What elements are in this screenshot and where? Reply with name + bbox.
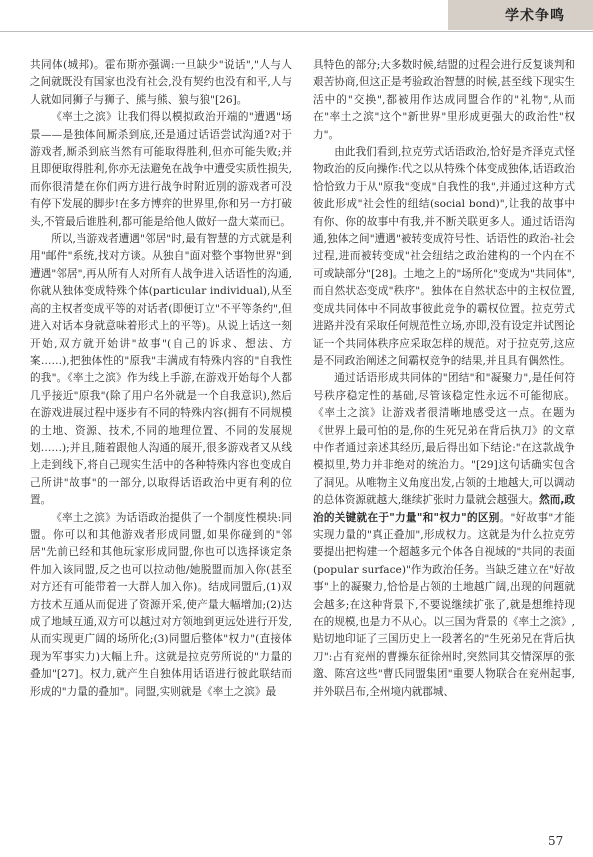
- paragraph: 所以,当游戏者遭遇"邻居"时,最有智慧的方式就是利用"邮件"系统,找对方谈。从独自"面对整个事物世界"到遭遇"邻居",再从所有人对所有人战争进入话语性的沟通,你就从独体变成特殊个体(particular individual),从至高的主权者变成平等的对话者(即便订立"不平等条约",但进入对话本身就意味着形式上的平等)。从说上话这一刻开始,双方就开始讲"故事"(自己的诉求、想法、方案……),把独体性的"原我"丰满成有特殊内容的"自我性的我"。《率土之滨》作为线上手游,在游戏开始每个人都几乎接近"原我"(除了用户名外就是一个自我意识),然后在游戏进展过程中逐步有不同的特殊内容(拥有不同规模的土地、资源、技术,不同的地理位置、不同的发展规划……);并且,随着跟他人沟通的展开,很多游戏者又从线上走到线下,将自己现实生活中的各种特殊内容也变成自己所讲"故事"的一部分,以取得话语政治中更有利的位置。: [30, 233, 292, 507]
- page-header: [0, 0, 593, 34]
- paragraph-text: 通过话语形成共同体的"团结"和"凝聚力",是任何符号秩序稳定性的基础,尽管该稳定性永远不可能彻底。《率土之滨》让游戏者很清晰地感受这一点。在题为《世界上最可怕的是,你的生死兄弟在背后执刀》的文章中作者通过亲述其经历,最后得出如下结论:"在这款战争模拟里,势力并非绝对的统治力。"[29]这句话确实包含了洞见。从唯物主义角度出发,占领的土地越大,可以调动的总体资源就越大,继续扩张时力量就会越强大。: [313, 372, 575, 507]
- paragraph: [313, 370, 575, 701]
- bold-emphasis: 然而,政治的关键就在于"力量"和"权力"的区别: [313, 494, 575, 524]
- right-column: [313, 57, 575, 827]
- page-number: 57: [548, 834, 564, 848]
- paragraph: 《率土之滨》为话语政治提供了一个制度性模块:同盟。你可以和其他游戏者形成同盟,如果你碰到的"邻居"先前已经和其他玩家形成同盟,你也可以选择谈定条件加入该同盟,反之也可以拉动他/她脱盟而加入你(甚至对方还有可能带着一大群人加入你)。结成同盟后,(1)双方技术互通从而促进了资源开采,使产量大幅增加;(2)达成了地域互通,双方可以越过对方领地到更远处进行开发,从而实现更广阔的场所化;(3)同盟后整体"权力"(直接体现为军事实力)大幅上升。这就是拉克劳所说的"力量的叠加"[27]。权力,就产生自独体用话语进行彼此联结而形成的"力量的叠加"。同盟,实则就是《率土之滨》最: [30, 511, 292, 698]
- paragraph: 《率土之滨》让我们得以模拟政治开端的"遭遇"场景——是独体间厮杀到底,还是通过话语尝试沟通?对于游戏者,厮杀到底当然有可能取得胜利,但亦可能失败;并且即便取得胜利,你亦无法避免在战争中遭受实质性损失,而你很清楚在你们两方进行战争时附近別的游戏者可没有停下发展的脚步!在多方博弈的世界里,你和另一方打破头,不管最后谁胜利,都可能是给他人做好一盘大菜而已。: [30, 111, 292, 228]
- header-rule: [0, 31, 593, 32]
- paragraph: 由此我们看到,拉克劳式话语政治,恰好是齐泽克式怪物政治的反向操作:代之以从特殊个体变成独体,话语政治恰恰致力于从"原我"变成"自我性的我",并通过这种方式彼此形成"社会性的纽结(social bond)",让我的故事中有你、你的故事中有我,并不断关联更多人。通过话语沟通,独体之间"遭遇"被转变成符号性、话语性的政治-社会过程,进而被转变成"社会纽结之政治建构的一个内在不可或缺部分"[28]。土地之上的"场所化"变成为"共同体",而自然状态变成"秩序"。独体在自然状态中的主权位置,变成共同体中不同故事彼此竞争的霸权位置。拉克劳式进路并没有采取任何规范性立场,亦即,没有设定并试图论证一个共同体秩序应采取怎样的规范。对于拉克劳,这应是不同政治阐述之间霸权竞争的结果,并且具有偶然性。: [313, 146, 575, 367]
- paragraph-text: 。"好故事"才能实现力量的"真正叠加",形成权力。这就是为什么拉克劳要提出把构建一个超越多元个体各自视域的"共同的表面(popular surface)"作为政治任务。当缺乏建立在"好故事"上的凝聚力,恰恰是占领的土地越广阔,出现的问题就会越多;在这种背景下,不要说继续扩张了,就是想维持现在的规模,也是力不从心。以三国为背景的《率土之滨》,贴切地印证了三国历史上一段著名的"生死弟兄在背后执刀":占有兖州的曹操东征徐州时,突然同其交情深厚的张邈、陈宫这些"曹氏同盟集团"重要人物联合在兖州起事,并外联吕布,全州境内就郡城、: [313, 511, 575, 698]
- paragraph: 具特色的部分;大多数时候,结盟的过程会进行反复谈判和艰苦协商,但这正是考验政治智慧的时候,甚至线下现实生活中的"交换",都被用作达成同盟合作的"礼物",从而在"率土之滨"这个"新世界"里形成更强大的政治性"权力"。: [313, 59, 575, 141]
- paragraph: 共同体(城邦)。霍布斯亦强调:一旦缺少"说话","人与人之间就既没有国家也没有社会,没有契约也没有和平,人与人就如同狮子与狮子、熊与熊、狼与狼"[26]。: [30, 59, 292, 106]
- left-column: [30, 57, 292, 827]
- section-title: 学术争鸣: [505, 8, 565, 24]
